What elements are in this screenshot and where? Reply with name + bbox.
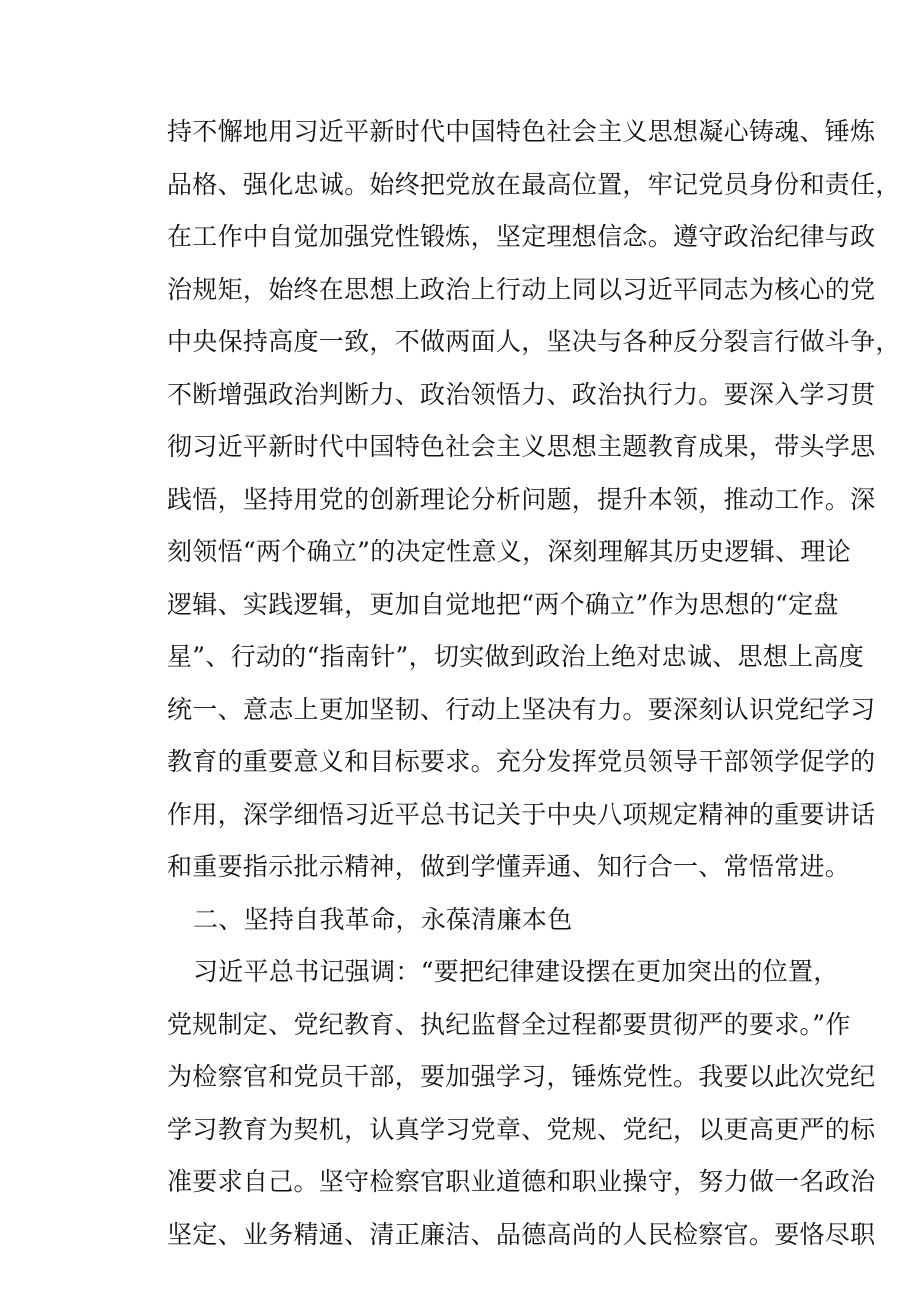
text-line: 中央保持高度一致，不做两面人，坚决与各种反分裂言行做斗争，: [167, 327, 901, 356]
text-line: 持不懈地用习近平新时代中国特色社会主义思想凝心铸魂、锤炼: [167, 117, 876, 146]
text-line: 在工作中自觉加强党性锻炼，坚定理想信念。遵守政治纪律与政: [167, 222, 876, 251]
text-line: 品格、强化忠诚。始终把党放在最高位置，牢记党员身份和责任，: [167, 169, 901, 199]
text-line: 逻辑、实践逻辑，更加自觉地把“两个确立”作为思想的“定盘: [167, 589, 839, 619]
text-line: 星”、行动的“指南针”，切实做到政治上绝对忠诚、思想上高度: [167, 642, 865, 671]
body-text: [167, 106, 901, 1261]
text-line: 不断增强政治判断力、政治领悟力、政治执行力。要深入学习贯: [167, 379, 876, 409]
text-line: 准要求自己。坚守检察官职业道德和职业操守，努力做一名政治: [167, 1167, 876, 1196]
text-line: 践悟，坚持用党的创新理论分析问题，提升本领，推动工作。深: [167, 484, 876, 514]
text-line: 教育的重要意义和目标要求。充分发挥党员领导干部领学促学的: [167, 747, 876, 776]
text-line: 作用，深学细悟习近平总书记关于中央八项规定精神的重要讲话: [167, 799, 876, 829]
text-line: 彻习近平新时代中国特色社会主义思想主题教育成果，带头学思: [167, 432, 876, 461]
text-line: 和重要指示批示精神，做到学懂弄通、知行合一、常悟常进。: [167, 852, 851, 881]
text-line: 为检察官和党员干部，要加强学习，锤炼党性。我要以此次党纪: [167, 1062, 876, 1091]
text-line: 学习教育为契机，认真学习党章、党规、党纪，以更高更严的标: [167, 1114, 876, 1144]
text-line: 刻领悟“两个确立”的决定性意义，深刻理解其历史逻辑、理论: [167, 537, 851, 566]
text-line: 党规制定、党纪教育、执纪监督全过程都要贯彻严的要求。”作: [167, 1009, 851, 1039]
text-line: 治规矩，始终在思想上政治上行动上同以习近平同志为核心的党: [167, 274, 876, 304]
section-heading: 二、坚持自我革命，永葆清廉本色: [193, 904, 573, 934]
text-line: 坚定、业务精通、清正廉洁、品德高尚的人民检察官。要恪尽职: [167, 1219, 876, 1249]
text-line: 习近平总书记强调：“要把纪律建设摆在更加突出的位置，: [193, 957, 839, 986]
text-line: 统一、意志上更加坚韧、行动上坚决有力。要深刻认识党纪学习: [167, 694, 876, 724]
